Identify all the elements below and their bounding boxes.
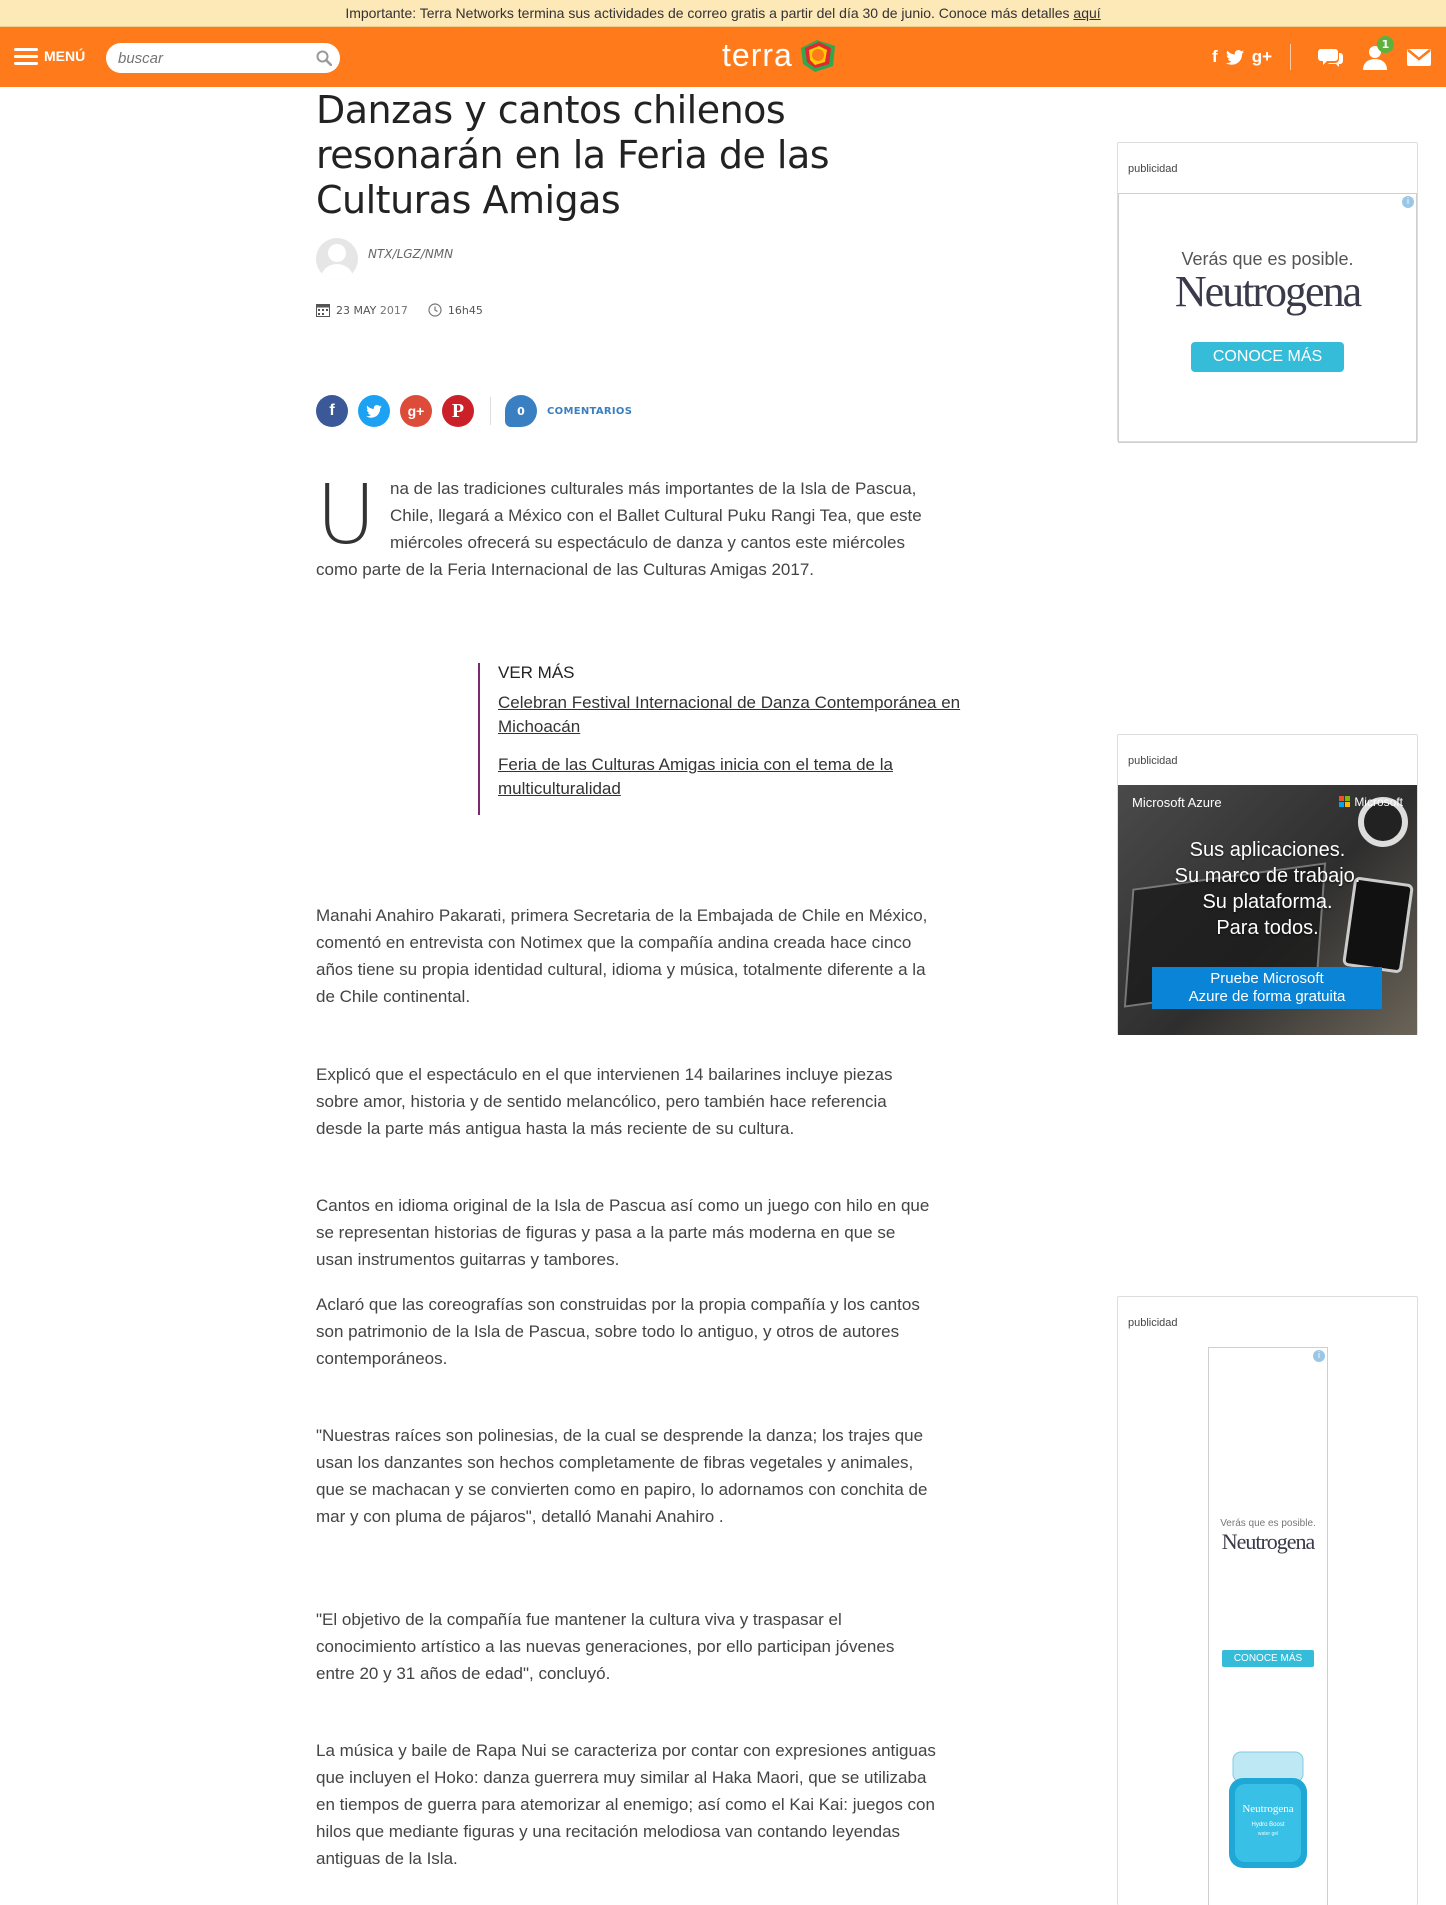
jar-brand: Neutrogena (1242, 1803, 1294, 1815)
facebook-icon: f (329, 402, 335, 419)
microsoft-name: Microsoft (1354, 795, 1403, 809)
ad-tagline: Verás que es posible. (1181, 249, 1354, 269)
menu-button[interactable] (14, 47, 85, 65)
azure-line: Su marco de trabajo. (1174, 865, 1361, 887)
facebook-icon[interactable]: f (1212, 47, 1218, 66)
ad-info-icon[interactable]: i (1313, 1350, 1325, 1362)
ad-slot-2 (1117, 734, 1418, 1035)
paragraph: Cantos en idioma original de la Isla de Pascua así como un juego con hilo en que se representan historias de figuras y pasa a la parte más moderna en que se usan instrumentos guitarras y tambores. (316, 1196, 930, 1269)
related-links (478, 663, 1018, 815)
notice-bar (0, 0, 1446, 27)
twitter-icon (366, 405, 382, 418)
article (316, 88, 1006, 1868)
site-header (0, 27, 1446, 87)
paragraph: Manahi Anahiro Pakarati, primera Secretaria de la Embajada de Chile en México, comentó en entrevista con Notimex que la compañía andina creada hace cinco años tiene su propia identidad cultural, idioma y música, totalmente diferente a la de Chile continental. (316, 906, 928, 1006)
calendar-icon (316, 304, 330, 317)
neutrogena-skyscraper-ad[interactable] (1208, 1347, 1328, 1905)
notice-text: Importante: Terra Networks termina sus actividades de correo gratis a partir del día 30 de junio. Conoce más detalles (345, 5, 1074, 21)
article-title: Danzas y cantos chilenos resonarán en la Feria de las Culturas Amigas (316, 88, 830, 222)
paragraph: Explicó que el espectáculo en el que intervienen 14 bailarines incluye piezas sobre amor, historia y de sentido melancólico, pero también hace referencia desde la parte más antigua hasta la más reciente de su cultura. (316, 1065, 893, 1138)
ad-label: publicidad (1128, 1317, 1178, 1329)
azure-line: Para todos. (1216, 917, 1319, 939)
header-divider (1290, 44, 1291, 70)
azure-cta-line2: Azure de forma gratuita (1188, 988, 1346, 1005)
paragraph: "El objetivo de la compañía fue mantener la cultura viva y traspasar el conocimiento artístico a las nuevas generaciones, por ello participan jóvenes entre 20 y 31 años de edad", concluyó. (316, 1610, 895, 1683)
related-link[interactable]: Feria de las Culturas Amigas inicia con el tema de la multiculturalidad (498, 755, 893, 798)
share-divider (490, 397, 491, 425)
jar-product: Hydro Boost (1251, 1822, 1285, 1828)
ad-info-icon[interactable]: i (1402, 196, 1414, 208)
comments-count: 0 (517, 404, 525, 418)
chat-icon[interactable] (1318, 44, 1344, 70)
terra-logo[interactable] (722, 37, 837, 74)
ad-slot-1 (1117, 142, 1418, 442)
author-name: NTX/LGZ/NMN (368, 247, 454, 261)
paragraph: La música y baile de Rapa Nui se caracteriza por contar con expresiones antiguas que incluyen el Hoko: danza guerrera muy similar al Haka Maori, que se utilizaba en tiempos de guerra para atemorizar al enemigo; así como el Kai Kai: juegos con hilos que mediante figuras y una recitación melodiosa van contando leyendas antiguas de la Isla. (316, 1741, 936, 1868)
twitter-icon[interactable] (1226, 50, 1244, 65)
ad-label: publicidad (1128, 163, 1178, 175)
product-jar-image (1219, 1748, 1317, 1878)
microsoft-logo-icon (1339, 796, 1351, 808)
paragraph: "Nuestras raíces son polinesias, de la cual se desprende la danza; los trajes que usan los danzantes son hechos completamente de fibras vegetales y animales, que se machacan y se convierten como en papiro, lo adornamos con conchita de mar y con pluma de pájaros", detalló Manahi Anahiro . (316, 1426, 928, 1526)
search-icon[interactable] (316, 50, 332, 66)
share-twitter-button[interactable] (358, 395, 390, 427)
ad-cta-button[interactable]: CONOCE MÁS (1191, 342, 1344, 372)
share-googleplus-button[interactable] (400, 395, 432, 427)
azure-cta-button[interactable] (1152, 967, 1382, 1009)
share-facebook-button[interactable] (316, 395, 348, 427)
comments-link[interactable]: COMENTARIOS (547, 405, 633, 417)
ad-cta-button[interactable]: CONOCE MÁS (1222, 1650, 1314, 1667)
lead-paragraph (316, 468, 936, 583)
azure-cta-line1: Pruebe Microsoft (1210, 970, 1324, 987)
neutrogena-logo: Neutrogena (1221, 1529, 1315, 1554)
paragraph: Aclaró que las coreografías son construidas por la propia compañía y los cantos son patrimonio de la Isla de Pascua, sobre todo lo antiguo, y otros de autores contemporáneos. (316, 1295, 920, 1368)
notification-badge: 1 (1377, 36, 1394, 53)
menu-label: MENÚ (44, 48, 86, 64)
header-actions (1208, 27, 1446, 87)
related-link[interactable]: Celebran Festival Internacional de Danza Contemporánea en Michoacán (498, 693, 961, 736)
jar-sub: water gel (1257, 1831, 1279, 1837)
date-day: 23 MAY (336, 303, 377, 317)
terra-logo-icon (797, 38, 837, 74)
lead-text: na de las tradiciones culturales más importantes de la Isla de Pascua, Chile, llegará a México con el Ballet Cultural Puku Rangi Tea, que este miércoles ofrecerá su espectáculo de danza y cantos este miércoles como parte de la Feria Internacional de las Culturas Amigas 2017. (316, 479, 922, 579)
ad-tagline: Verás que es posible. (1220, 1518, 1316, 1529)
share-pinterest-button[interactable] (442, 395, 474, 427)
neutrogena-ad[interactable] (1118, 193, 1417, 443)
google-plus-icon[interactable]: g+ (1251, 47, 1272, 66)
author-block (316, 238, 453, 280)
neutrogena-logo: Neutrogena (1174, 267, 1361, 316)
time: 16h45 (447, 303, 483, 317)
search-input[interactable] (118, 43, 308, 73)
comments-bubble-icon[interactable] (505, 395, 537, 427)
google-plus-icon: g+ (407, 403, 425, 419)
azure-line: Su plataforma. (1202, 891, 1333, 913)
mail-icon[interactable] (1406, 44, 1432, 70)
ad-label: publicidad (1128, 755, 1178, 767)
azure-line: Sus aplicaciones. (1189, 839, 1346, 861)
user-icon[interactable] (1362, 38, 1390, 70)
date-year: 2017 (379, 303, 408, 317)
drop-cap: U (316, 468, 377, 563)
ad-slot-3 (1117, 1296, 1418, 1905)
search-box (106, 43, 340, 73)
hamburger-icon (14, 47, 38, 65)
article-meta (316, 303, 483, 317)
notice-link[interactable]: aquí (1073, 5, 1101, 21)
logo-text: terra (722, 37, 793, 73)
microsoft-logo (1339, 795, 1403, 809)
related-heading: VER MÁS (498, 663, 575, 682)
share-bar (316, 395, 632, 427)
pinterest-icon: P (451, 399, 465, 422)
avatar (316, 238, 358, 280)
azure-ad[interactable] (1118, 785, 1417, 1035)
azure-headline (1118, 837, 1417, 941)
clock-icon (428, 303, 442, 317)
azure-product-name: Microsoft Azure (1132, 795, 1222, 810)
